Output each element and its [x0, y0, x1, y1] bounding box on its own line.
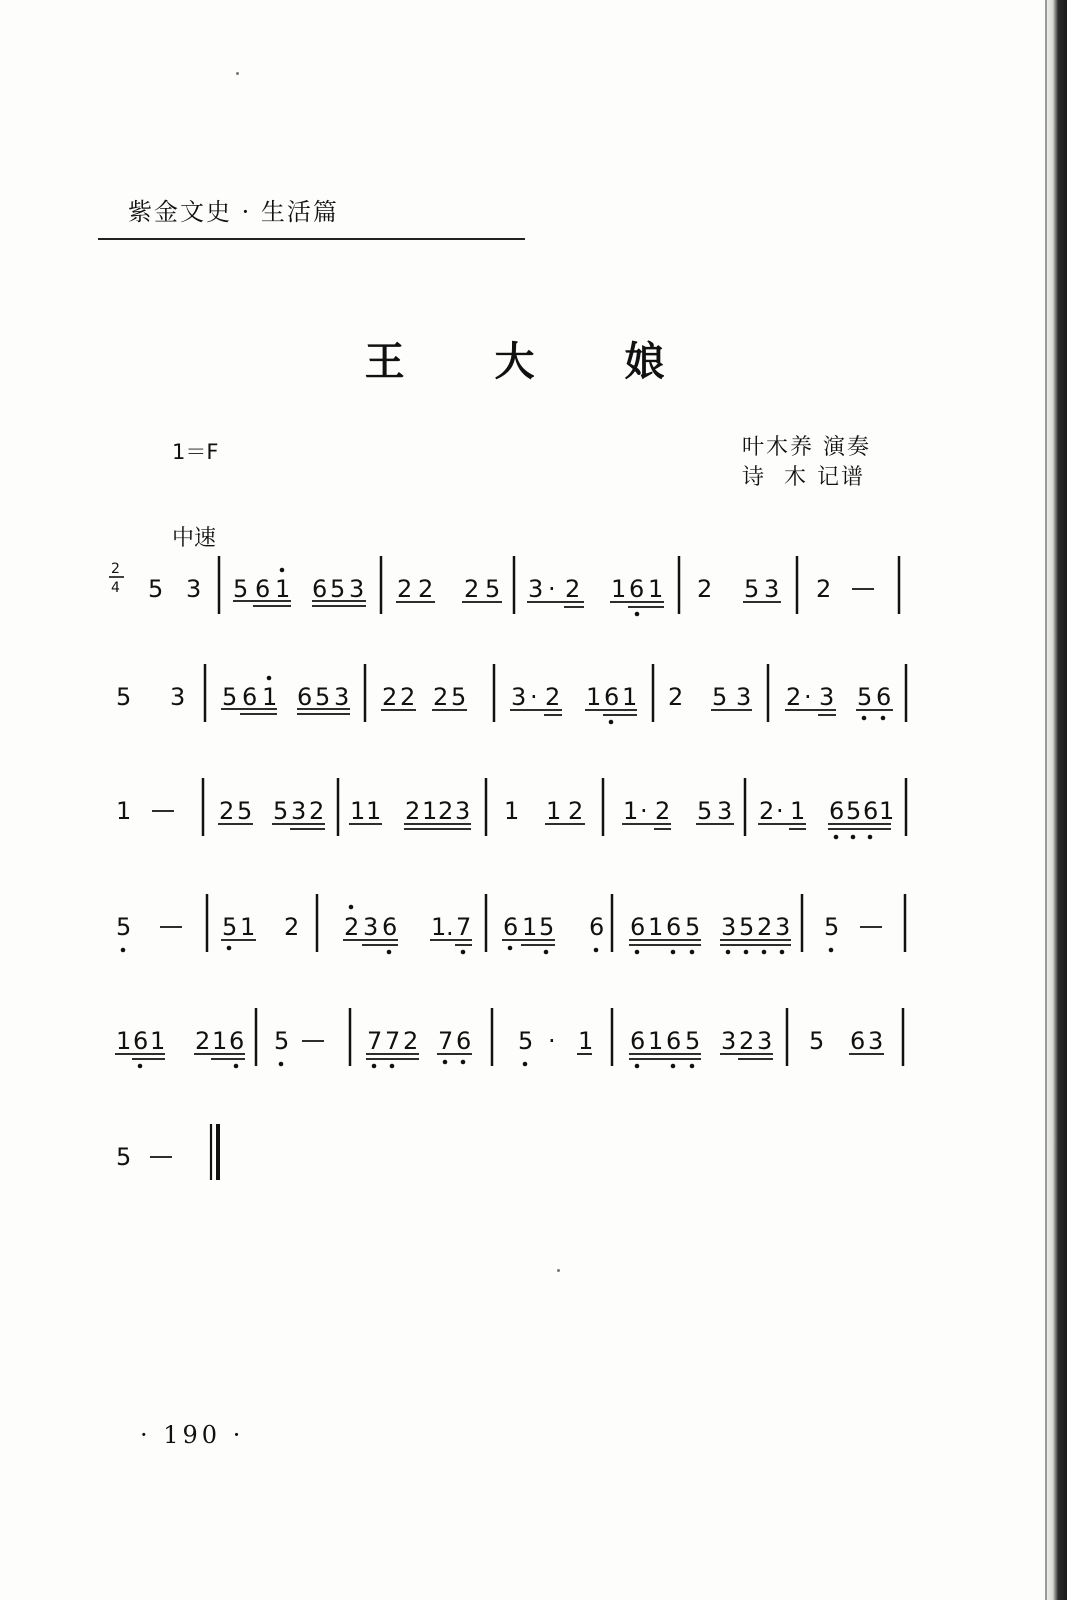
- scan-speck: [236, 72, 239, 75]
- svg-text:5: 5: [273, 797, 289, 825]
- svg-text:1: 1: [790, 797, 806, 825]
- svg-text:·: ·: [640, 797, 648, 825]
- svg-text:6: 6: [604, 683, 620, 711]
- svg-text:2: 2: [195, 1027, 211, 1055]
- svg-text:1: 1: [879, 797, 895, 825]
- svg-text:2: 2: [284, 913, 300, 941]
- svg-text:·: ·: [530, 683, 538, 711]
- score-row-3: [0, 774, 1067, 854]
- svg-text:6: 6: [255, 575, 271, 603]
- svg-text:3: 3: [721, 1027, 737, 1055]
- svg-text:3: 3: [528, 575, 544, 603]
- svg-text:6: 6: [629, 575, 645, 603]
- svg-text:.: .: [446, 913, 454, 941]
- svg-text:1: 1: [366, 797, 382, 825]
- svg-text:3: 3: [170, 683, 186, 711]
- svg-text:1: 1: [504, 797, 520, 825]
- svg-text:2: 2: [309, 797, 325, 825]
- svg-text:1: 1: [586, 683, 602, 711]
- svg-text:6: 6: [229, 1027, 245, 1055]
- svg-text:7: 7: [385, 1027, 401, 1055]
- header-rule: [98, 238, 525, 240]
- svg-text:5: 5: [712, 683, 728, 711]
- svg-text:6: 6: [850, 1027, 866, 1055]
- svg-text:6: 6: [876, 683, 892, 711]
- svg-text:2: 2: [403, 1027, 419, 1055]
- svg-text:2: 2: [816, 575, 832, 603]
- svg-text:3: 3: [349, 575, 365, 603]
- svg-text:1: 1: [648, 913, 664, 941]
- svg-text:5: 5: [148, 575, 164, 603]
- svg-text:1: 1: [262, 683, 278, 711]
- svg-text:5: 5: [274, 1027, 290, 1055]
- svg-text:·: ·: [548, 575, 556, 603]
- svg-text:3: 3: [291, 797, 307, 825]
- svg-text:5: 5: [539, 913, 555, 941]
- svg-text:5: 5: [451, 683, 467, 711]
- scan-speck: [557, 1269, 560, 1272]
- svg-text:3: 3: [334, 683, 350, 711]
- svg-text:1: 1: [116, 1027, 132, 1055]
- svg-text:2: 2: [668, 683, 684, 711]
- svg-text:3: 3: [363, 913, 379, 941]
- svg-text:2: 2: [400, 683, 416, 711]
- svg-text:6: 6: [666, 1027, 682, 1055]
- svg-text:1: 1: [648, 575, 664, 603]
- svg-text:6: 6: [382, 913, 398, 941]
- svg-text:1: 1: [240, 913, 256, 941]
- svg-text:5: 5: [846, 797, 862, 825]
- svg-text:5: 5: [824, 913, 840, 941]
- score-row-4: [0, 890, 1067, 970]
- svg-text:6: 6: [666, 913, 682, 941]
- svg-text:1: 1: [522, 913, 538, 941]
- svg-text:1: 1: [275, 575, 291, 603]
- svg-text:1: 1: [546, 797, 562, 825]
- svg-text:6: 6: [630, 913, 646, 941]
- svg-text:1: 1: [212, 1027, 228, 1055]
- svg-text:2: 2: [655, 797, 671, 825]
- svg-text:3: 3: [736, 683, 752, 711]
- svg-text:·: ·: [776, 797, 784, 825]
- svg-text:1: 1: [648, 1027, 664, 1055]
- svg-text:5: 5: [237, 797, 253, 825]
- svg-text:3: 3: [764, 575, 780, 603]
- svg-text:6: 6: [503, 913, 519, 941]
- svg-text:3: 3: [717, 797, 733, 825]
- svg-text:7: 7: [456, 913, 472, 941]
- svg-text:5: 5: [518, 1027, 534, 1055]
- svg-text:3: 3: [868, 1027, 884, 1055]
- svg-text:1: 1: [350, 797, 366, 825]
- svg-text:5: 5: [330, 575, 346, 603]
- svg-text:2: 2: [397, 575, 413, 603]
- svg-text:2: 2: [418, 575, 434, 603]
- svg-text:5: 5: [739, 913, 755, 941]
- svg-text:7: 7: [438, 1027, 454, 1055]
- svg-text:5: 5: [233, 575, 249, 603]
- svg-text:1: 1: [116, 797, 132, 825]
- svg-text:2: 2: [759, 797, 775, 825]
- song-title: 王 大 娘: [364, 338, 703, 385]
- svg-text:5: 5: [116, 1143, 132, 1171]
- svg-text:5: 5: [697, 797, 713, 825]
- tempo-marking: 中速: [172, 526, 217, 551]
- key-signature: 1＝F: [172, 440, 219, 464]
- svg-text:5: 5: [809, 1027, 825, 1055]
- svg-text:6: 6: [589, 913, 605, 941]
- svg-text:5: 5: [857, 683, 873, 711]
- svg-text:3: 3: [757, 1027, 773, 1055]
- svg-text:7: 7: [367, 1027, 383, 1055]
- svg-text:2: 2: [219, 797, 235, 825]
- svg-text:3: 3: [186, 575, 202, 603]
- svg-text:1: 1: [623, 797, 639, 825]
- song-credits: [742, 433, 871, 493]
- svg-text:6: 6: [829, 797, 845, 825]
- svg-text:2: 2: [739, 1027, 755, 1055]
- svg-text:5: 5: [685, 1027, 701, 1055]
- svg-text:5: 5: [222, 913, 238, 941]
- svg-text:6: 6: [630, 1027, 646, 1055]
- svg-text:5: 5: [116, 913, 132, 941]
- svg-text:3: 3: [455, 797, 471, 825]
- svg-text:3: 3: [511, 683, 527, 711]
- score-row-5: [0, 1004, 1067, 1084]
- svg-text:1: 1: [422, 797, 438, 825]
- svg-text:1: 1: [431, 913, 447, 941]
- time-signature-bottom: 4: [111, 580, 120, 596]
- svg-text:3: 3: [775, 913, 791, 941]
- svg-text:2: 2: [464, 575, 480, 603]
- svg-text:2: 2: [433, 683, 449, 711]
- svg-text:·: ·: [804, 683, 812, 711]
- running-header: 紫金文史 · 生活篇: [128, 198, 339, 226]
- svg-text:2: 2: [344, 913, 360, 941]
- svg-text:2: 2: [568, 797, 584, 825]
- svg-text:2: 2: [757, 913, 773, 941]
- svg-text:1: 1: [611, 575, 627, 603]
- time-signature-top: 2: [111, 561, 120, 577]
- svg-text:2: 2: [438, 797, 454, 825]
- svg-text:6: 6: [297, 683, 313, 711]
- score-row-1: [0, 552, 1067, 632]
- performer-credit: 叶木养 演奏: [742, 435, 871, 460]
- svg-text:5: 5: [685, 913, 701, 941]
- svg-text:2: 2: [405, 797, 421, 825]
- svg-text:3: 3: [819, 683, 835, 711]
- svg-text:2: 2: [786, 683, 802, 711]
- svg-text:1: 1: [622, 683, 638, 711]
- svg-text:6: 6: [133, 1027, 149, 1055]
- svg-text:5: 5: [485, 575, 501, 603]
- svg-text:·: ·: [548, 1027, 556, 1055]
- svg-text:6: 6: [312, 575, 328, 603]
- svg-text:1: 1: [150, 1027, 166, 1055]
- svg-text:5: 5: [116, 683, 132, 711]
- score-row-2: [0, 660, 1067, 740]
- score-row-6: [0, 1120, 1067, 1200]
- svg-text:1: 1: [578, 1027, 594, 1055]
- svg-text:5: 5: [315, 683, 331, 711]
- page-number: · 190 ·: [140, 1421, 245, 1449]
- transcriber-credit: 诗 木 记谱: [742, 465, 865, 490]
- svg-text:2: 2: [382, 683, 398, 711]
- svg-text:5: 5: [744, 575, 760, 603]
- svg-text:6: 6: [242, 683, 258, 711]
- svg-text:5: 5: [222, 683, 238, 711]
- svg-text:3: 3: [721, 913, 737, 941]
- svg-text:2: 2: [697, 575, 713, 603]
- svg-text:2: 2: [545, 683, 561, 711]
- svg-text:2: 2: [565, 575, 581, 603]
- svg-text:6: 6: [456, 1027, 472, 1055]
- svg-text:6: 6: [863, 797, 879, 825]
